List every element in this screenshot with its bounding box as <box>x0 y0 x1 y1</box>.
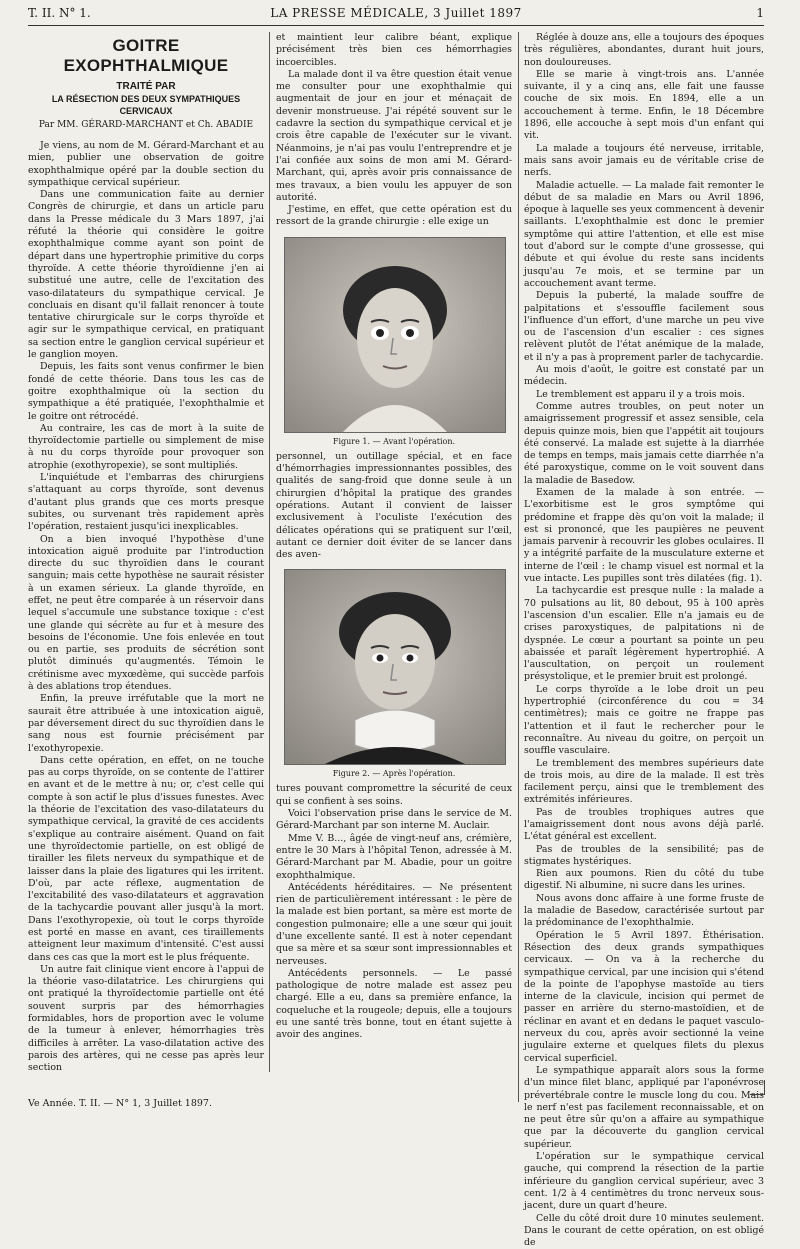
column-divider-2 <box>518 32 519 1102</box>
paragraph: Pas de troubles de la sensibilité; pas de stigmates hystériques. <box>524 844 764 869</box>
paragraph: Au contraire, les cas de mort à la suite de thyroïdectomie partielle ou simplement de mise à nu du corps thyroïde pour provoquer son atrophie (exothyropexie), se sont multipliés. <box>28 423 264 472</box>
paragraph: La tachycardie est presque nulle : la malade a 70 pulsations au lit, 80 debout, 95 à 100 après l'ascension d'un escalier. Elle n'a jamais eu de crises paroxystiques, de palpitations ni de dyspnée. Le cœur a pourtant sa pointe un peu abaissée et paraît légèrement hypertrophié. A l'auscultation, on perçoit un roulement présystolique, et le premier bruit est prolongé. <box>524 585 764 683</box>
column-2 <box>276 32 512 1072</box>
figure-1 <box>284 237 504 447</box>
paragraph: Je viens, au nom de M. Gérard-Marchant et au mien, publier une observation de goitre exophthalmique opéré par la double section du sympathique cervical supérieur. <box>28 140 264 189</box>
page-footer: Ve Année. T. II. — N° 1, 3 Juillet 1897. <box>28 1098 212 1109</box>
paragraph: personnel, un outillage spécial, et en face d'hémorrhagies impressionnantes possibles, des qualités de sang-froid que donne seule à un chirurgien d'hôpital la pratique des grandes opérations. Autant il convient de laisser exclusivement à l'oculiste l'exécution des délicates opérations qui se pratiquent sur l'œil, autant ce dernier doit éviter de se lancer dans des aven- <box>276 451 512 562</box>
paragraph: Enfin, la preuve irréfutable que la mort ne saurait être attribuée à une intoxication aiguë, par déversement direct du suc thyroïdien dans le sang nous est fournie précisément par l'exothyropexie. <box>28 693 264 754</box>
figure-1-photo <box>284 237 506 433</box>
figure-2-caption: Figure 2. — Après l'opération. <box>284 768 504 779</box>
figure-2 <box>284 569 504 779</box>
paragraph: Voici l'observation prise dans le service de M. Gérard-Marchant par son interne M. Auclair. <box>276 808 512 833</box>
paragraph: et maintient leur calibre béant, explique précisément très bien ces hémorrhagies incoercibles. <box>276 32 512 69</box>
column-2-body-mid <box>276 451 512 562</box>
paragraph: Le corps thyroïde a le lobe droit un peu hypertrophié (circonférence du cou = 34 centimètres); mais ce goitre ne frappe pas l'attention et il faut le rechercher pour le reconnaître. Au niveau du goitre, on perçoit un souffle vasculaire. <box>524 684 764 758</box>
paragraph: Pas de troubles trophiques autres que l'amaigrissement dont nous avons déjà parlé. L'état général est excellent. <box>524 807 764 844</box>
paragraph: Un autre fait clinique vient encore à l'appui de la théorie vaso-dilatatrice. Les chirurgiens qui ont pratiqué la thyroïdectomie partielle ont été souvent surpris par des hémorrhagies formidables, hors de proportion avec le volume de la tumeur à enlever, hémorrhagies très difficiles à arrêter. La vaso-dilatation active des parois des artères, qui ne cesse pas après leur section <box>28 964 264 1075</box>
corner-mark <box>750 1080 765 1095</box>
paragraph: Depuis, les faits sont venus confirmer le bien fondé de cette théorie. Dans tous les cas de goitre exophthalmique où la section du sympathique a été pratiquée, l'exophthalmie et le goitre ont rétrocédé. <box>28 361 264 422</box>
paragraph: Opération le 5 Avril 1897. Éthérisation. Résection des deux grands sympathiques cervicaux. — On va à la recherche du sympathique cervical, par une incision qui s'étend de la pointe de l'apophyse mastoïde au tiers interne de la clavicule, incision qui permet de passer en arrière du sterno-mastoïdien, et de réclinar en avant et en dedans le paquet vasculo-nerveux du cou, après avoir sectionné la veine jugulaire externe et quelques filets du plexus cervical superficiel. <box>524 930 764 1065</box>
column-divider-1 <box>269 32 270 1072</box>
paragraph: L'opération sur le sympathique cervical gauche, qui comprend la résection de la partie inférieure du ganglion cervical supérieur, avec 3 cent. 1/2 à 4 centimètres du tronc nerveux sous-jacent, dure un quart d'heure. <box>524 1151 764 1212</box>
paragraph: Elle se marie à vingt-trois ans. L'année suivante, il y a cinq ans, elle fait une fausse couche de six mois. En 1894, elle a un accouchement à terme. Enfin, le 18 Décembre 1896, elle accouche à sept mois d'un enfant qui vit. <box>524 69 764 143</box>
paragraph: Depuis la puberté, la malade souffre de palpitations et s'essouffle facilement sous l'influence d'un effort, d'une marche un peu vive ou de l'ascension d'un escalier : ces signes relèvent plutôt de l'état anémique de la malade, et il n'y a pas à proprement parler de tachycardie. <box>524 290 764 364</box>
page-number: 1 <box>756 6 764 20</box>
column-3-body <box>524 32 764 1249</box>
article-title: GOITRE EXOPHTHALMIQUE <box>28 36 264 76</box>
article-subtitle-2: LA RÉSECTION DES DEUX SYMPATHIQUES CERVICAUX <box>28 93 264 117</box>
column-1-body <box>28 140 264 1075</box>
column-1 <box>28 32 264 1072</box>
page-header <box>28 6 764 26</box>
article-subtitle-1: TRAITÉ PAR <box>28 80 264 93</box>
figure-1-caption: Figure 1. — Avant l'opération. <box>284 436 504 447</box>
column-3 <box>524 32 764 1102</box>
paragraph: Antécédents personnels. — Le passé pathologique de notre malade est assez peu chargé. Elle a eu, dans sa première enfance, la coqueluche et la rougeole; depuis, elle a toujours eu une santé très bonne, tout en étant sujette à avoir des angines. <box>276 968 512 1042</box>
paragraph: Le sympathique apparaît alors sous la forme d'un mince filet blanc, appliqué par l'aponévrose prévertébrale contre le muscle long du cou. Mais le nerf n'est pas facilement reconnaissable, et on ne peut être sûr qu'on a affaire au sympathique que par la découverte du ganglion cervical supérieur. <box>524 1065 764 1151</box>
header-rule <box>28 25 764 26</box>
paragraph: Comme autres troubles, on peut noter un amaigrissement progressif et assez sensible, cela depuis quinze mois, bien que l'appétit ait toujours été conservé. La malade est sujette à la diarrhée de temps en temps, mais jamais cette diarrhée n'a été paroxystique, comme on le voit souvent dans la maladie de Basedow. <box>524 401 764 487</box>
paragraph: Le tremblement des membres supérieurs date de trois mois, au dire de la malade. Il est très facilement perçu, ainsi que le tremblement des extrémités inférieures. <box>524 758 764 807</box>
journal-title: LA PRESSE MÉDICALE, 3 Juillet 1897 <box>28 6 764 20</box>
column-2-body-bottom <box>276 783 512 1041</box>
volume-number: T. II. N° 1. <box>28 6 91 20</box>
paragraph: Examen de la malade à son entrée. — L'exorbitisme est le gros symptôme qui prédomine et frappe dès qu'on voit la malade; il est si prononcé, que les paupières ne peuvent jamais parvenir à recouvrir les globes oculaires. Il y a intégrité parfaite de la musculature externe et interne de l'œil : le champ visuel est normal et la vue intacte. Les pupilles sont très dilatées (fig. 1). <box>524 487 764 585</box>
paragraph: Au mois d'août, le goitre est constaté par un médecin. <box>524 364 764 389</box>
paragraph: Rien aux poumons. Rien du côté du tube digestif. Ni albumine, ni sucre dans les urines. <box>524 868 764 893</box>
article-authors: Par MM. GÉRARD-MARCHANT et Ch. ABADIE <box>28 119 264 132</box>
paragraph: Réglée à douze ans, elle a toujours des époques très régulières, abondantes, durant huit jours, non douloureuses. <box>524 32 764 69</box>
paragraph: Celle du côté droit dure 10 minutes seulement. Dans le courant de cette opération, on est obligé de <box>524 1213 764 1249</box>
paragraph: On a bien invoqué l'hypothèse d'une intoxication aiguë produite par l'introduction directe du suc thyroïdien dans le courant sanguin; mais cette hypothèse ne saurait résister à un examen sérieux. La glande thyroïde, en effet, ne peut être comparée à un réservoir dans lequel s'accumule une substance toxique : c'est une glande qui sécrète au fur et à mesure des besoins de l'économie. Une fois enlevée en tout ou en partie, ses produits de sécrétion sont plutôt diminués qu'augmentés. Témoin le crétinisme avec myxœdème, qui succède parfois à des ablations trop étendues. <box>28 534 264 694</box>
figure-2-photo <box>284 569 506 765</box>
paragraph: J'estime, en effet, que cette opération est du ressort de la grande chirurgie : elle exige un <box>276 204 512 229</box>
paragraph: Antécédents héréditaires. — Ne présentent rien de particulièrement intéressant : le père de la malade est bien portant, sa mère est morte de congestion pulmonaire; elle a une sœur qui jouit d'une excellente santé. Il est à noter cependant que sa mère et sa sœur sont impressionnables et nerveuses. <box>276 882 512 968</box>
paragraph: Dans cette opération, en effet, on ne touche pas au corps thyroïde, on se contente de l'attirer en avant et de le mettre à nu; or, c'est celle qui compte à son actif le plus d'issues funestes. Avec la théorie de l'excitation des vaso-dilatateurs du sympathique cervical, la gravité de ces accidents s'explique au contraire aisément. Quand on fait une thyroïdectomie partielle, on est obligé de tirailler les filets nerveux du sympathique et de laisser dans la plaie des ligatures qui les irritent. D'où, par acte réflexe, augmentation de l'excitabilité des vaso-dilatateurs et aggravation de la tachycardie pouvant aller jusqu'à la mort. Dans l'exothyropexie, où tout le corps thyroïde est porté en masse en avant, ces tiraillements atteignent leur maximum d'intensité. C'est aussi dans ces cas que la mort est le plus fréquente. <box>28 755 264 964</box>
paragraph: tures pouvant compromettre la sécurité de ceux qui se confient à ses soins. <box>276 783 512 808</box>
paragraph: Le tremblement est apparu il y a trois mois. <box>524 389 764 401</box>
paragraph: Dans une communication faite au dernier Congrès de chirurgie, et dans un article paru dans la Presse médicale du 3 Mars 1897, j'ai réfuté la théorie qui considère le goitre exophthalmique comme ayant son point de départ dans une hypertrophie primitive du corps thyroïde. A cette théorie thyroïdienne j'en ai substitué une autre, celle de l'excitation des vaso-dilatateurs du sympathique cervical. Je concluais en disant qu'il fallait renoncer à toute tentative chirurgicale sur le corps thyroïde et agir sur le sympathique cervical, en pratiquant sa section entre le ganglion cervical supérieur et le ganglion moyen. <box>28 189 264 361</box>
paragraph: Mme V. B..., âgée de vingt-neuf ans, crémière, entre le 30 Mars à l'hôpital Tenon, adressée à M. Gérard-Marchant par M. Abadie, pour un goitre exophthalmique. <box>276 833 512 882</box>
paragraph: Maladie actuelle. — La malade fait remonter le début de sa maladie en Mars ou Avril 1896, époque à laquelle ses yeux commencent à devenir saillants. L'exophthalmie est donc le premier symptôme qui attire l'attention, et elle est mise tout d'abord sur le compte d'une grossesse, qui débute et qui évolue du reste sans incidents jusqu'au 7e mois, et se termine par un accouchement avant terme. <box>524 180 764 291</box>
paragraph: La malade dont il va être question était venue me consulter pour une exophthalmie qui augmentait de jour en jour et ménaçait de devenir monstrueuse. J'ai répété souvent sur le cadavre la section du sympathique cervical et je crois être capable de l'exécuter sur le vivant. Néanmoins, je n'ai pas voulu l'entreprendre et je l'ai confiée aux soins de mon ami M. Gérard-Marchant, qui, après avoir pris connaissance de mes travaux, a bien voulu les appuyer de son autorité. <box>276 69 512 204</box>
paragraph: La malade a toujours été nerveuse, irritable, mais sans avoir jamais eu de véritable crise de nerfs. <box>524 143 764 180</box>
column-2-body-top <box>276 32 512 229</box>
paragraph: Nous avons donc affaire à une forme fruste de la maladie de Basedow, caractérisée surtout par la prédominance de l'exophthalmie. <box>524 893 764 930</box>
paragraph: L'inquiétude et l'embarras des chirurgiens s'attaquant au corps thyroïde, sont devenus d'autant plus grands que ces morts presque subites, ou survenant très rapidement après l'opération, restaient jusqu'ici inexplicables. <box>28 472 264 533</box>
